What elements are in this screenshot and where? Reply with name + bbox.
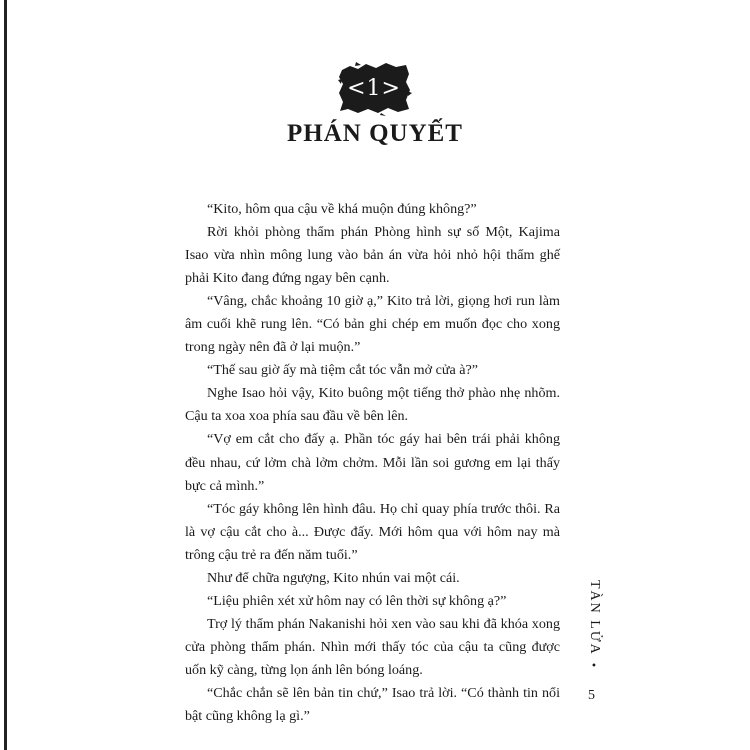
paragraph: Nghe Isao hỏi vậy, Kito buông một tiếng thở phào nhẹ nhõm. Cậu ta xoa xoa phía sau đầu về bên lên. <box>185 385 560 425</box>
paragraph: “Liệu phiên xét xử hôm nay có lên thời sự không ạ?” <box>207 592 507 609</box>
paragraph: “Thế sau giờ ấy mà tiệm cắt tóc vẫn mở cửa à?” <box>207 362 479 379</box>
paragraph: Như để chữa ngượng, Kito nhún vai một cái. <box>207 569 460 586</box>
paragraph: “Kito, hôm qua cậu về khá muộn đúng không?” <box>207 201 477 217</box>
running-head <box>582 580 606 672</box>
paragraph: “Tóc gáy không lên hình đâu. Họ chỉ quay phía trước thôi. Ra là vợ cậu cắt cho à... Được đấy. Mới hôm qua với hôm nay mà trông cậu trẻ ra đến năm tuổi.” <box>185 500 560 563</box>
paragraph: “Vợ em cắt cho đấy ạ. Phần tóc gáy hai bên trái phải không đều nhau, cứ lởm chà lởm chởm. Mỗi lần soi gương em lại thấy bực cả mình.” <box>185 431 560 494</box>
bullet-separator: • <box>591 660 597 672</box>
paragraph: “Vâng, chắc khoảng 10 giờ ạ,” Kito trả lời, giọng hơi run làm âm cuối khẽ rung lên. “Có bản ghi chép em muốn đọc cho xong trong ngày nên đã ở lại muộn.” <box>185 293 560 356</box>
chapter-badge <box>336 60 412 116</box>
page-number: 5 <box>588 688 595 703</box>
chapter-title: PHÁN QUYẾT <box>287 120 463 147</box>
paragraph: “Chắc chắn sẽ lên bản tin chứ,” Isao trả lời. “Có thành tin nổi bật cũng không lạ gì.” <box>185 684 560 725</box>
book-title: TÀN LỬA <box>587 580 602 656</box>
paragraph: Trợ lý thẩm phán Nakanishi hỏi xen vào sau khi đã khóa xong cửa phòng thẩm phán. Nhìn mới thấy tóc của cậu ta cũng được uốn kỹ càng, từng lọn ánh lên bóng loáng. <box>185 615 560 678</box>
paragraph: Rời khỏi phòng thẩm phán Phòng hình sự số Một, Kajima Isao vừa nhìn mông lung vào bản án vừa hỏi nhỏ hội thẩm ghế phải Kito đang đứng ngay bên cạnh. <box>185 224 560 287</box>
chapter-body <box>185 198 560 728</box>
page-edge-line <box>4 0 7 750</box>
chapter-number: <1> <box>347 75 401 101</box>
